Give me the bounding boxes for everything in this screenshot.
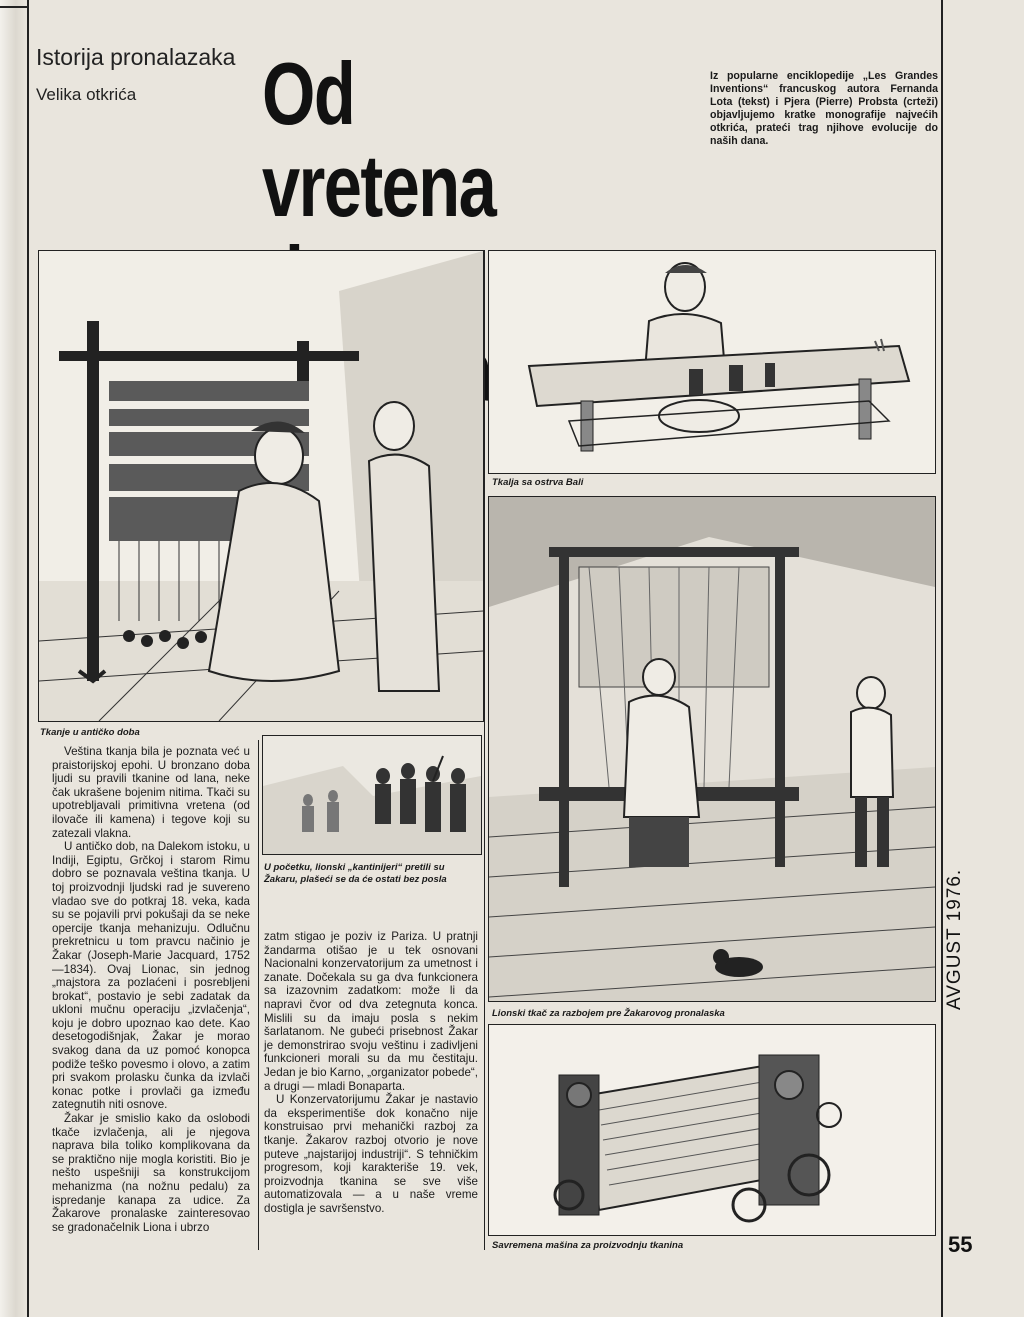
caption-bali: Tkalja sa ostrva Bali xyxy=(492,477,584,488)
caption-antique: Tkanje u antičko doba xyxy=(40,727,140,738)
page-number: 55 xyxy=(948,1232,973,1257)
article-column-1 xyxy=(52,745,250,1234)
paragraph: Veština tkanja bila je poznata već u praistorijskoj epohi. U bronzano doba ljudi su pravili tkanine od lana, neke čak ukrašene bojenim nitima. Tkači su upotrebljavali primitivna vretena (od ilovače ili kamena) i tegove koji su zatezali vlakna. xyxy=(52,745,250,840)
right-border-rule xyxy=(941,0,943,1317)
illustration-crowd xyxy=(262,735,482,855)
bali-weaver-drawing xyxy=(489,251,935,473)
caption-crowd: U početku, lionski „kantinijeri“ pretili su Žakaru, plašeći se da će ostati bez posla xyxy=(264,862,447,885)
issue-date: AVGUST 1976. xyxy=(944,868,965,1010)
crowd-drawing xyxy=(263,736,481,854)
article-column-2 xyxy=(264,930,478,1215)
left-border-rule xyxy=(27,0,29,1317)
series-heading xyxy=(36,44,236,108)
column-rule-left xyxy=(258,740,259,1250)
series-title: Istorija pronalazaka xyxy=(36,44,236,70)
antique-weaving-drawing xyxy=(39,251,483,721)
caption-modern: Savremena mašina za proizvodnju tkanina xyxy=(492,1240,684,1251)
illustration-bali-weaver xyxy=(488,250,936,474)
paragraph: U antičko dob, na Dalekom istoku, u Indiji, Egiptu, Grčkoj i starom Rimu dobro se poznavala veština tkanja. U toj proizvodnji ljudski rad je suvereno vladao sve do potkraj 18. veka, kada su se pojavili prvi pokušaji da se neke opercije tkanja mehanizuju. Odlučnu prekretnicu u tom pravcu načinio je Žakar (Joseph-Marie Jacquard, 1752—1834). Ovaj Lionac, sin jednog „majstora za pozlaćeni i posrebljeni brokat“, postavio je sebi zadatak da ukloni mučnu operaciju „izvlačenja“, koju je dobro upoznao kao dete. Kao desetogodišnjak, Žakar je morao svakog dana da uz pomoć konopca podiže teško povesmo i olovo, a zatim pri svakom prolasku čunka da izvlači konac potke i provlači ga između zategnutih niti osnove. xyxy=(52,840,250,1112)
series-subtitle: Velika otkrića xyxy=(36,85,137,104)
title-line-1: Od vretena xyxy=(262,44,496,235)
column-rule-right xyxy=(484,250,485,1250)
top-corner-rule xyxy=(0,6,28,8)
caption-lyon: Lionski tkač za razbojem pre Žakarovog pronalaska xyxy=(492,1008,725,1019)
paragraph: zatm stigao je poziv iz Pariza. U pratnji žandarma otišao je u tek osnovani Nacionalni konzervatorijum za umetnost i zanate. Dočekala su ga dva funkcionera sa izazovnim zadatkom: može li da napravi čvor od dva zetegnuta konca. Mislili su da imaju posla s nekim šarlatanom. Ne gubeći prisebnost Žakar je demonstrirao svoju veštinu i zadivljeni funkcioneri morali su da mu čestitaju. Jedan je bio Karno, „organizator pobede“, a drugi — mladi Bonaparta. xyxy=(264,930,478,1093)
lyon-weaver-drawing xyxy=(489,497,935,1001)
illustration-antique-weaving xyxy=(38,250,484,722)
paragraph: Žakar je smislio kako da oslobodi tkače izvlačenja, ali je njegova naprava bila toliko komplikovana da se praktično nije mogla koristiti. Bio je nešto uspešniji sa konstrukcijom mehanizma (na nožnu pedalu) za ispredanje kanapa za udice. Za Žakarove pronalaske zainteresovao se gradonačelnik Liona i ubrzo xyxy=(52,1112,250,1234)
paragraph: U Konzervatorijumu Žakar je nastavio da eksperimentiše dok konačno nije konstruisao prvi mehanički razboj za tkanje. Žakarov razboj otvorio je nove puteve „najstarijoj industriji“. S tehničkim progresom, koji karakteriše 19. vek, proizvodnja tkanina se sve više automatizovala — a u naše vreme dostigla je savršenstvo. xyxy=(264,1093,478,1215)
page-binding xyxy=(0,0,26,1317)
intro-text: Iz popularne enciklopedije „Les Grandes Inventions“ francuskog autora Fernanda Lota (tekst) i Pjera (Pierre) Probsta (crteži) objavljujemo kratke monografije najvećih otkrića, prateći trag njihove evolucije do naših dana. xyxy=(710,70,938,147)
illustration-modern-machine xyxy=(488,1024,936,1236)
illustration-lyon-weaver xyxy=(488,496,936,1002)
modern-machine-drawing xyxy=(489,1025,935,1235)
